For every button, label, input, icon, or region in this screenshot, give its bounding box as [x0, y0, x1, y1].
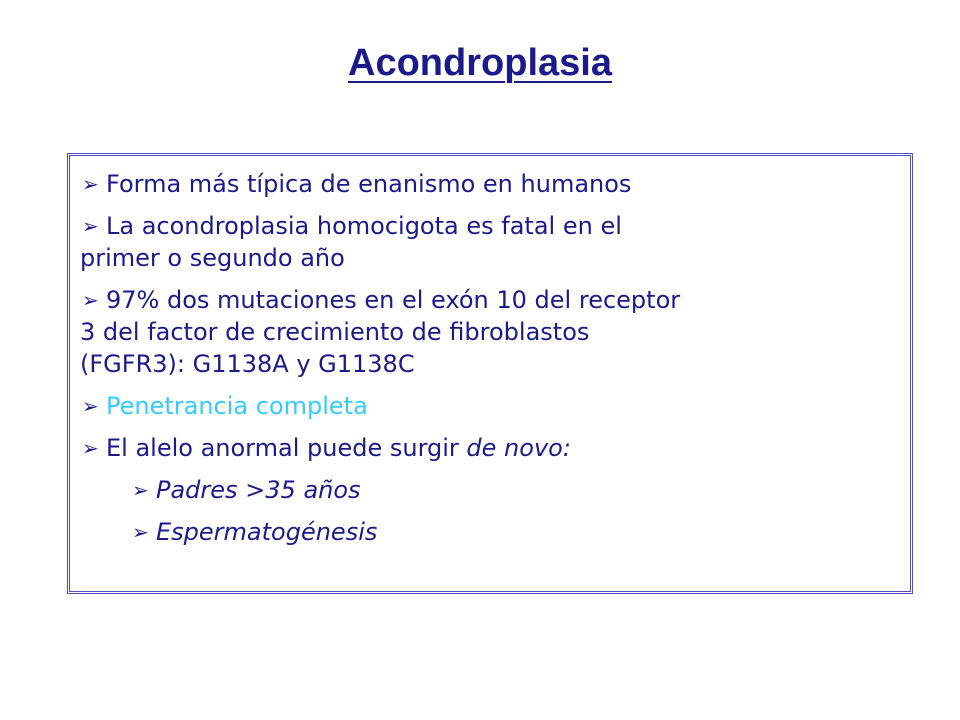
bullet-item-4: [80, 390, 900, 422]
bullet-text-line-1: 97% dos mutaciones en el exón 10 del receptor: [106, 286, 681, 314]
bullet-text: El alelo anormal puede surgir: [106, 434, 467, 462]
arrow-bullet-icon: ➢: [82, 288, 99, 312]
arrow-bullet-icon: ➢: [132, 478, 149, 502]
bullet-text: Penetrancia completa: [106, 392, 368, 420]
sub-bullet-item-1: [130, 474, 900, 506]
bullet-item-1: [80, 168, 900, 200]
arrow-bullet-icon: ➢: [82, 214, 99, 238]
content-box: [67, 153, 913, 594]
bullet-item-5: [80, 432, 900, 464]
bullet-text-line-1: La acondroplasia homocigota es fatal en el: [106, 212, 622, 240]
bullet-text-line-2: 3 del factor de crecimiento de fibroblastos: [80, 318, 590, 346]
bullet-item-3: [80, 284, 900, 380]
sub-bullet-item-2: [130, 516, 900, 548]
bullet-text-italic: de novo:: [466, 434, 571, 462]
bullet-text-line-2: primer o segundo año: [80, 244, 345, 272]
arrow-bullet-icon: ➢: [82, 394, 99, 418]
bullet-text: Forma más típica de enanismo en humanos: [106, 170, 632, 198]
bullet-text-line-3: (FGFR3): G1138A y G1138C: [80, 350, 415, 378]
slide-title: Acondroplasia: [348, 42, 612, 84]
bullet-item-2: [80, 210, 900, 274]
sub-bullet-text: Padres >35 años: [156, 476, 361, 504]
arrow-bullet-icon: ➢: [82, 172, 99, 196]
arrow-bullet-icon: ➢: [132, 520, 149, 544]
sub-bullet-text: Espermatogénesis: [156, 518, 378, 546]
arrow-bullet-icon: ➢: [82, 436, 99, 460]
